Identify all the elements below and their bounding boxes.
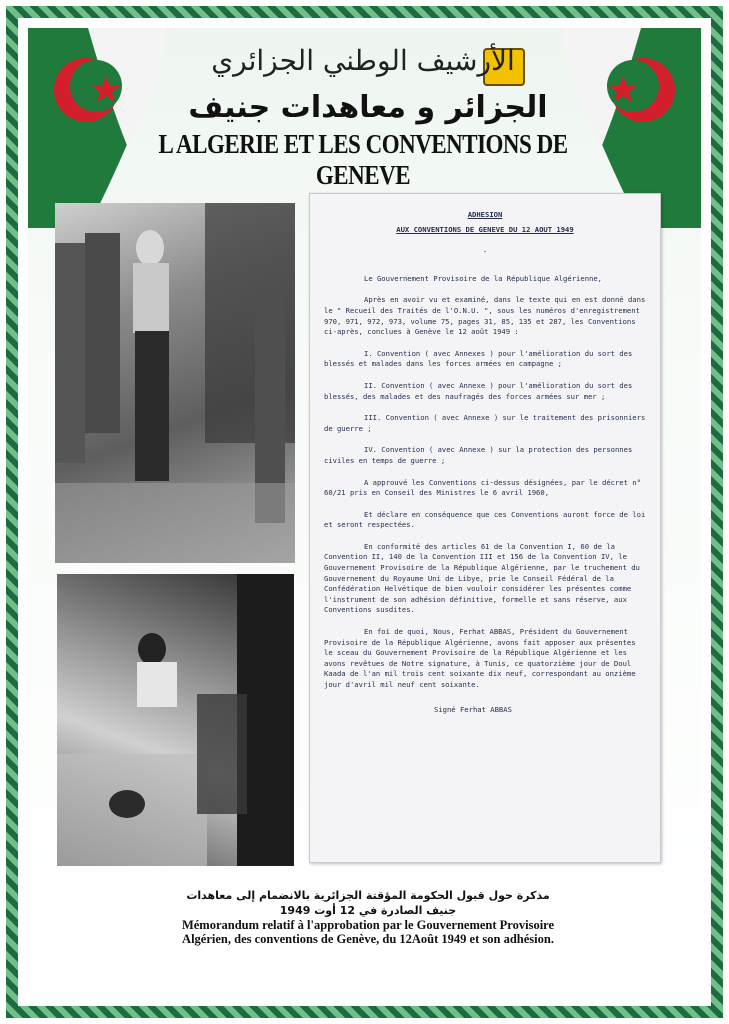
title-arabic: الجزائر و معاهدات جنيف [188,90,548,125]
title-french: L ALGERIE ET LES CONVENTIONS DE GENEVE [158,128,568,190]
doc-paragraph: En foi de quoi, Nous, Ferhat ABBAS, Président du Gouvernement Provisoire de la République Algérienne, avons fait apposer aux présentes le sceau du Gouvernement Provisoire de la République Algérienne et les avons revêtues de Notre signature, à Tunis, ce quatorzième jour de Doul Kaada de l'an mil trois cent soixante dix neuf, correspondant au onzième jour d'avril mil neuf cent soixante. [324,627,636,689]
doc-paragraph: Et déclare en conséquence que ces Conventions auront force de loi et seront respectées. [324,509,646,530]
doc-paragraph: Après en avoir vu et examiné, dans le texte qui en est donné dans le " Recueil des Traités de l'O.N.U. ", sous les numéros d'enregistrement 970, 971, 972, 973, volume 75, pages 31, 85, 135 et 287, les Conventions ci-après, conclues à Genève le 12 août 1949 : [324,295,646,337]
historical-photo-excavation [57,574,294,866]
caption-french: Mémorandum relatif à l'approbation par le Gouvernement Provisoire Algérien, des conventions de Genève, du 12Août 1949 et son adhésion. [181,918,555,946]
doc-convention-3: III. Convention ( avec Annexe ) sur le traitement des prisonniers de guerre ; [324,413,646,433]
adhesion-document [309,193,661,863]
doc-subheading: AUX CONVENTIONS DE GENEVE DU 12 AOUT 1949 [396,224,574,234]
doc-paragraph: A approuvé les Conventions ci-dessus désignées, par le décret n° 60/21 pris en Conseil des Ministres le 6 avril 1960, [324,477,641,498]
doc-separator: - [482,247,488,257]
caption-arabic-line-1: مذكرة حول قبول الحكومة المؤقتة الجزائرية بالانضمام إلى معاهدات [186,889,550,902]
doc-paragraph: Le Gouvernement Provisoire de la République Algérienne, [364,273,602,283]
poster-inner [28,28,701,996]
doc-paragraph: En conformité des articles 61 de la Convention I, 60 de la Convention II, 140 de la Convention III et 156 de la Convention IV, le Gouvernement Provisoire de la République Algérienne, par le truchement du Gouvernement du Royaume Uni de Libye, prie le Conseil Fédéral de la Confédération Helvétique de bien vouloir considérer les présentes comme l'instrument de son adhésion définitive, formelle et sans réserve, aux Conventions susdites. [324,541,640,615]
caption-arabic-line-2: جنيف الصادرة في 12 أوت 1949 [279,904,457,917]
doc-convention-4: IV. Convention ( avec Annexe ) sur la protection des personnes civiles en temps de guerre ; [324,445,633,465]
archive-name-calligraphy: الأرشيف الوطني الجزائري [211,44,515,77]
doc-convention-1: I. Convention ( avec Annexes ) pour l'amélioration du sort des blessés et malades dans les forces armées en campagne ; [324,348,633,369]
algerian-flag-left [28,28,168,228]
historical-photo-prisoner [55,203,295,563]
doc-signature: Signé Ferhat ABBAS [434,704,512,714]
caption-arabic [178,888,558,918]
doc-convention-2: II. Convention ( avec Annexe ) pour l'amélioration du sort des blessés, des malades et des naufragés des forces armées sur mer ; [324,380,633,401]
doc-heading: ADHESION [467,210,503,219]
